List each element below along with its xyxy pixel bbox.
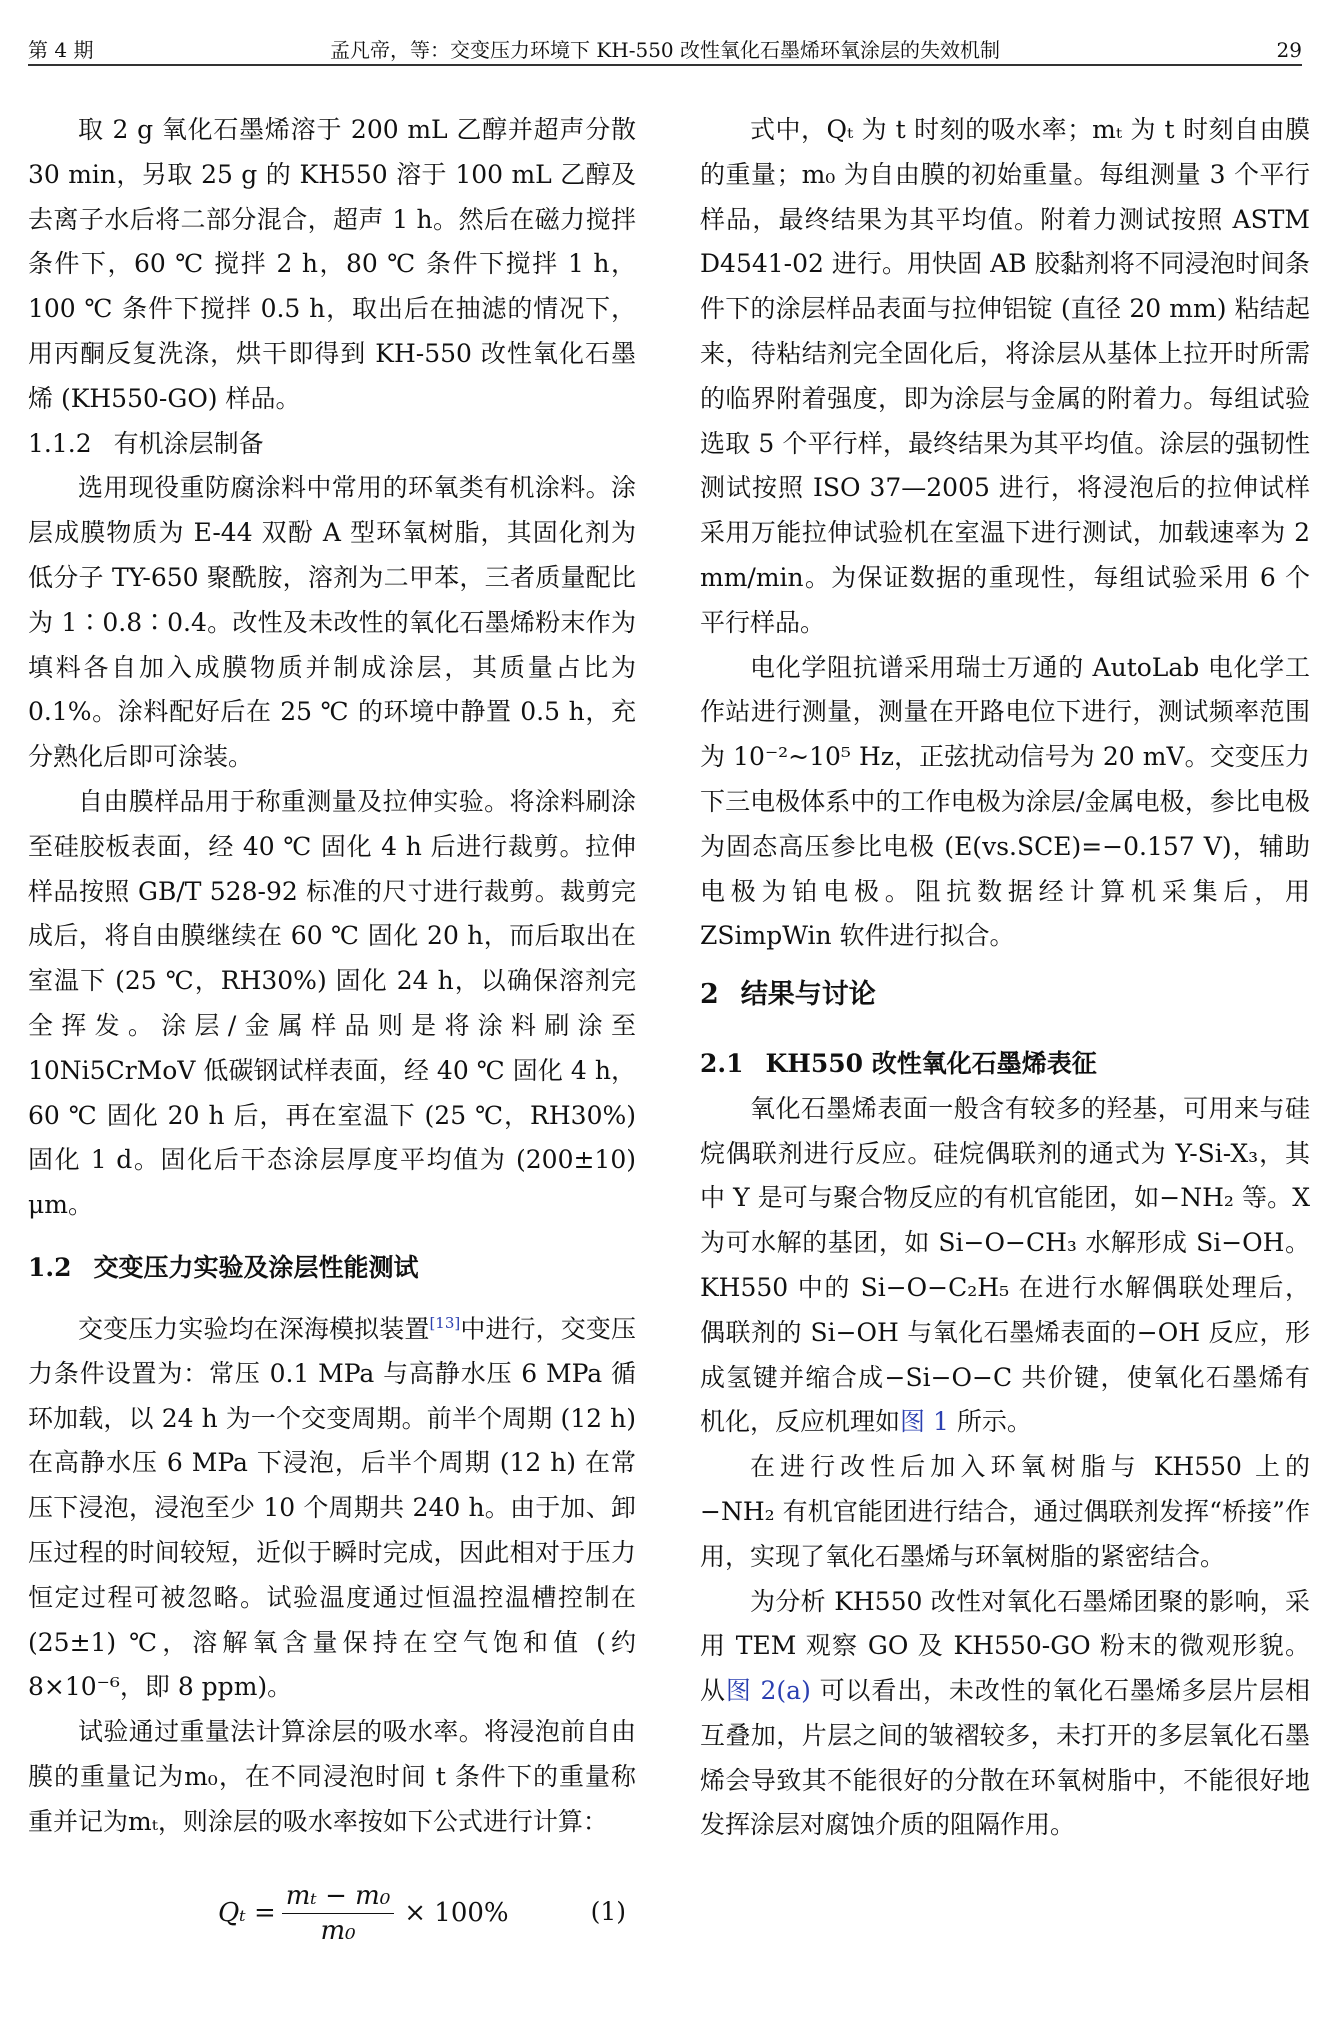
paragraph: 取 2 g 氧化石墨烯溶于 200 mL 乙醇并超声分散 30 min，另取 25 g 的 KH550 溶于 100 mL 乙醇及去离子水后将二部分混合，超声 1 h。然后在磁力搅拌条件下，60 ℃ 搅拌 2 h，80 ℃ 条件下搅拌 1 h，100 ℃ 条件下搅拌 0.5 h，取出后在抽滤的情况下，用丙酮反复洗涤，烘干即得到 KH-550 改性氧化石墨烯 (KH550-GO) 样品。 xyxy=(28,115,636,413)
equation-factor: × 100% xyxy=(404,1898,509,1929)
section-title: KH550 改性氧化石墨烯表征 xyxy=(765,1048,1097,1078)
equation-lhs: Qₜ = xyxy=(218,1898,276,1929)
equation-number: (1) xyxy=(590,1896,626,1926)
paragraph: 在进行改性后加入环氧树脂与 KH550 上的 −NH₂ 有机官能团进行结合，通过偶联剂发挥“桥接”作用，实现了氧化石墨烯与环氧树脂的紧密结合。 xyxy=(700,1452,1310,1571)
subsection-title: 有机涂层制备 xyxy=(113,428,264,458)
right-column xyxy=(700,108,1310,1848)
running-title: 孟凡帝，等：交变压力环境下 KH-550 改性氧化石墨烯环氧涂层的失效机制 xyxy=(329,38,1001,62)
equation-fraction xyxy=(282,1881,394,1946)
paragraph: 电化学阻抗谱采用瑞士万通的 AutoLab 电化学工作站进行测量，测量在开路电位下进行，测试频率范围为 10⁻²~10⁵ Hz，正弦扰动信号为 20 mV。交变压力下三电极体系中的工作电极为涂层/金属电极，参比电极为固态高压参比电极 (E(vs.SCE)=−0.157 V)，辅助电极为铂电极。阻抗数据经计算机采集后，用 ZSimpWin 软件进行拟合。 xyxy=(700,652,1310,951)
paragraph xyxy=(28,1301,636,1711)
issue-label: 第 4 期 xyxy=(28,38,94,62)
paragraph-text: 交变压力实验均在深海模拟装置 xyxy=(78,1314,430,1344)
section-number: 2.1 xyxy=(700,1048,744,1078)
equation-numerator: mₜ − m₀ xyxy=(282,1881,394,1914)
section-heading-2 xyxy=(700,973,1310,1018)
subsection-heading-1-1-2 xyxy=(28,422,636,467)
section-title: 结果与讨论 xyxy=(740,979,876,1011)
paragraph xyxy=(700,1087,1310,1445)
figure-2a-link[interactable]: 图 2(a) xyxy=(725,1676,811,1706)
paragraph: 选用现役重防腐涂料中常用的环氧类有机涂料。涂层成膜物质为 E-44 双酚 A 型环氧树脂，其固化剂为低分子 TY-650 聚酰胺，溶剂为二甲苯，三者质量配比为 1∶0.8∶0.4。改性及未改性的氧化石墨烯粉末作为填料各自加入成膜物质并制成涂层，其质量占比为 0.1%。涂料配好后在 25 ℃ 的环境中静置 0.5 h，充分熟化后即可涂装。 xyxy=(28,473,636,772)
section-title: 交变压力实验及涂层性能测试 xyxy=(93,1252,419,1282)
paragraph: 式中，Qₜ 为 t 时刻的吸水率；mₜ 为 t 时刻自由膜的重量；m₀ 为自由膜的初始重量。每组测量 3 个平行样品，最终结果为其平均值。附着力测试按照 ASTM D4541-02 进行。用快固 AB 胶黏剂将不同浸泡时间条件下的涂层样品表面与拉伸铝锭 (直径 20 mm) 粘结起来，待粘结剂完全固化后，将涂层从基体上拉开时所需的临界附着强度，即为涂层与金属的附着力。每组试验选取 5 个平行样，最终结果为其平均值。涂层的强韧性测试按照 ISO 37—2005 进行，将浸泡后的拉伸试样采用万能拉伸试验机在室温下进行测试，加载速率为 2 mm/min。为保证数据的重现性，每组试验采用 6 个平行样品。 xyxy=(700,115,1310,637)
paragraph xyxy=(700,1580,1310,1849)
paragraph: 自由膜样品用于称重测量及拉伸实验。将涂料刷涂至硅胶板表面，经 40 ℃ 固化 4 h 后进行裁剪。拉伸样品按照 GB/T 528-92 标准的尺寸进行裁剪。裁剪完成后，将自由膜继续在 60 ℃ 固化 20 h，而后取出在室温下 (25 ℃，RH30%) 固化 24 h，以确保溶剂完全挥发。涂层/金属样品则是将涂料刷涂至 10Ni5CrMoV 低碳钢试样表面，经 40 ℃ 固化 4 h，60 ℃ 固化 20 h 后，再在室温下 (25 ℃，RH30%) 固化 1 d。固化后干态涂层厚度平均值为 (200±10) μm。 xyxy=(28,786,636,1220)
left-column xyxy=(28,108,636,1963)
paragraph-text: 氧化石墨烯表面一般含有较多的羟基，可用来与硅烷偶联剂进行反应。硅烷偶联剂的通式为 Y-Si-X₃，其中 Y 是可与聚合物反应的有机官能团，如−NH₂ 等。X 为可水解的基团，如 Si−O−CH₃ 水解形成 Si−OH。KH550 中的 Si−O−C₂H₅ 在进行水解偶联处理后，偶联剂的 Si−OH 与氧化石墨烯表面的−OH 反应，形成氢键并缩合成−Si−O−C 共价键，使氧化石墨烯有机化，反应机理如 xyxy=(700,1093,1310,1437)
section-number: 2 xyxy=(700,979,719,1011)
header-rule xyxy=(28,64,1302,66)
running-header xyxy=(28,28,1302,62)
section-heading-1-2 xyxy=(28,1246,636,1291)
paragraph-text: 可以看出，未改性的氧化石墨烯多层片层相互叠加，片层之间的皱褶较多，未打开的多层氧化石墨烯会导致其不能很好的分散在环氧树脂中，不能很好地发挥涂层对腐蚀介质的阻隔作用。 xyxy=(700,1676,1310,1840)
equation-denominator: m₀ xyxy=(320,1915,356,1946)
paragraph: 试验通过重量法计算涂层的吸水率。将浸泡前自由膜的重量记为m₀，在不同浸泡时间 t 条件下的重量称重并记为mₜ，则涂层的吸水率按如下公式进行计算： xyxy=(28,1717,636,1836)
subsection-number: 1.1.2 xyxy=(28,428,92,458)
paragraph-text: 为分析 KH550 改性对氧化石墨烯团聚的影响，采用 TEM 观察 GO 及 KH550-GO 粉末的微观形貌。从 xyxy=(700,1586,1310,1706)
figure-1-link[interactable]: 图 1 xyxy=(900,1407,949,1437)
citation-link[interactable]: [13] xyxy=(429,1313,461,1332)
equation-expression xyxy=(218,1881,509,1946)
paragraph-text: 中进行，交变压力条件设置为：常压 0.1 MPa 与高静水压 6 MPa 循环加载，以 24 h 为一个交变周期。前半个周期 (12 h) 在高静水压 6 MPa 下浸泡，后半个周期 (12 h) 在常压下浸泡，浸泡至少 10 个周期共 240 h。由于加、卸压过程的时间较短，近似于瞬时完成，因此相对于压力恒定过程可被忽略。试验温度通过恒温控温槽控制在 (25±1) ℃，溶解氧含量保持在空气饱和值 (约 8×10⁻⁶，即 8 ppm)。 xyxy=(28,1314,636,1702)
equation-1 xyxy=(28,1873,636,1963)
section-heading-2-1 xyxy=(700,1042,1310,1087)
page-number: 29 xyxy=(1276,38,1302,62)
paragraph-text: 所示。 xyxy=(948,1407,1032,1437)
section-number: 1.2 xyxy=(28,1252,72,1282)
